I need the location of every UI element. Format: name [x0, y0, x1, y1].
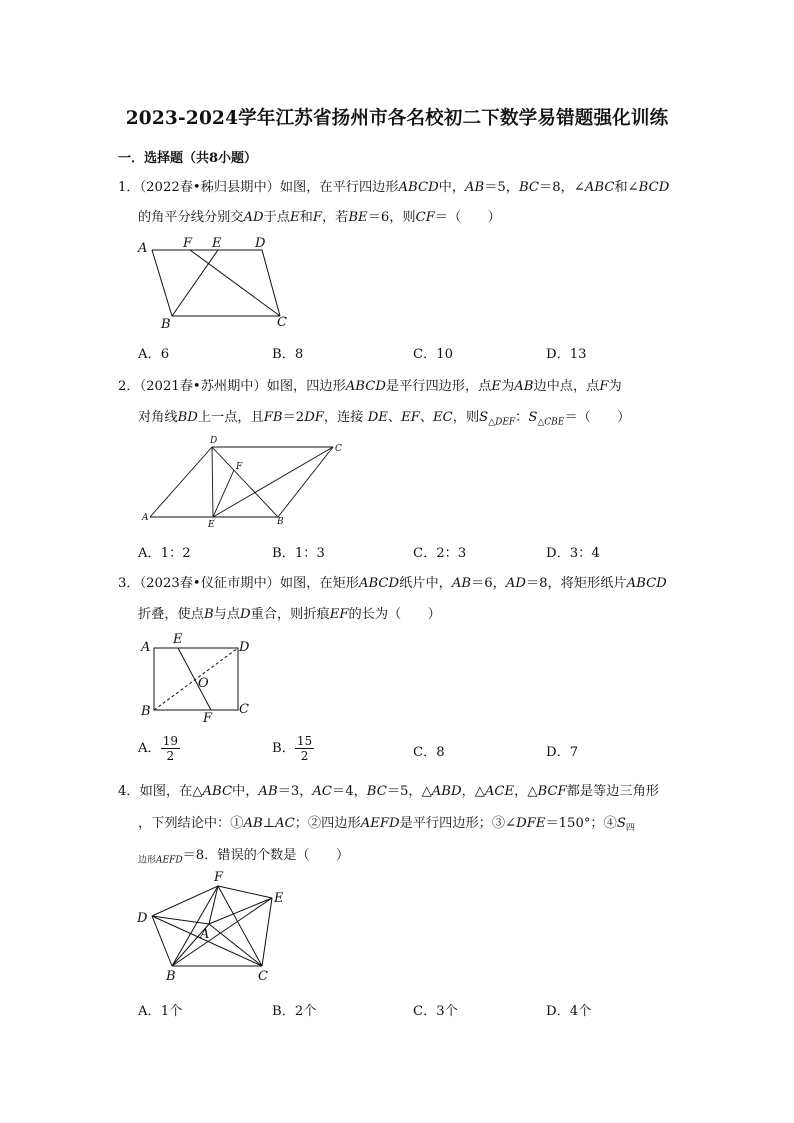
diagonal-bd [212, 447, 278, 517]
option-d[interactable]: D．7 [546, 745, 579, 760]
question-1-figure [130, 232, 300, 332]
segment-ef [213, 470, 234, 517]
label-f: F [214, 870, 224, 885]
option-a[interactable]: A．1：2 [138, 546, 191, 561]
question-source: （2023春•仪征市期中） [139, 576, 280, 591]
segment-ec [262, 898, 272, 966]
question-4-line-3: $_{边形AEFD}$＝8．错误的个数是（ ） [138, 848, 350, 866]
question-4-figure [130, 870, 300, 985]
side-ba [152, 250, 172, 316]
page-title: 2023-2024学年江苏省扬州市各名校初二下数学易错题强化训练 [125, 108, 669, 129]
segment-cf [190, 250, 280, 316]
label-o: O [198, 676, 209, 691]
label-f: F [236, 462, 243, 472]
label-c: C [239, 702, 249, 717]
label-e: E [212, 236, 222, 251]
option-b[interactable]: B．8 [272, 347, 304, 362]
question-2-line-2: 对角线BD上一点，且FB＝2DF，连接 DE、EF、EC，则$S_{\triangle DEF}$：$S_{\triangle CBE}=$（ ） [138, 410, 631, 428]
question-2-line-1: 2．（2021春•苏州期中）如图，四边形ABCD是平行四边形，点E为AB边中点，点F为 [118, 379, 622, 394]
option-c[interactable]: C．3个 [413, 1004, 458, 1019]
option-d[interactable]: D．13 [546, 347, 587, 362]
option-c[interactable]: C．2：3 [413, 546, 467, 561]
section-heading: 一．选择题（共8小题） [118, 151, 258, 166]
question-3-figure [136, 630, 266, 726]
option-a[interactable]: A．1个 [138, 1004, 183, 1019]
fraction: $\frac{19}{2}$ [162, 734, 178, 763]
label-c: C [277, 315, 287, 330]
question-number: 3． [118, 576, 140, 591]
option-d[interactable]: D．3：4 [546, 546, 600, 561]
side-dc [262, 250, 280, 316]
label-c: C [335, 444, 342, 454]
question-1-line-1: 1．（2022春•秭归县期中）如图，在平行四边形ABCD中，AB＝5，BC＝8，∠ABC和∠BCD [118, 180, 670, 195]
option-d[interactable]: D．4个 [546, 1004, 592, 1019]
side-bc [278, 447, 333, 517]
question-number: 4． [118, 784, 140, 799]
side-da [150, 447, 212, 517]
label-a: A [142, 513, 149, 523]
label-b: B [161, 317, 171, 332]
segment-be [172, 250, 218, 316]
question-number: 2． [118, 379, 140, 394]
label-e: E [208, 520, 215, 530]
question-source: （2022春•秭归县期中） [139, 180, 280, 195]
label-a: A [141, 640, 151, 655]
question-3-line-2: 折叠，使点B与点D重合，则折痕EF的长为（ ） [138, 607, 441, 622]
question-2-figure [138, 432, 358, 532]
label-b: B [141, 704, 151, 719]
label-b: B [166, 969, 176, 984]
fraction: $\frac{15}{2}$ [296, 734, 313, 763]
option-a[interactable]: A．6 [138, 347, 170, 362]
label-f: F [183, 236, 193, 251]
question-4-line-1: 4．如图，在△ABC中，AB＝3，AC＝4，BC＝5，△ABD，△ACE，△BCF都是等边三角形 [118, 784, 659, 799]
label-d: D [255, 236, 266, 251]
label-d: D [239, 640, 250, 655]
label-f: F [203, 711, 213, 726]
label-a: A [200, 927, 210, 942]
segment-fe [218, 886, 272, 898]
question-3-line-1: 3．（2023春•仪征市期中）如图，在矩形ABCD纸片中，AB＝6，AD＝8，将矩形纸片ABCD [118, 576, 667, 591]
question-4-line-2: ，下列结论中：①AB⊥AC；②四边形AEFD是平行四边形；③∠DFE＝150°；$④S_四$ [138, 816, 635, 834]
option-c[interactable]: C．8 [413, 745, 445, 760]
segment-ec [213, 447, 333, 517]
label-b: B [277, 517, 284, 527]
label-d: D [210, 436, 218, 446]
option-b[interactable]: B．2个 [272, 1004, 317, 1019]
label-e: E [274, 891, 284, 906]
label-a: A [138, 241, 148, 256]
option-a[interactable]: A． $\frac{19}{2}$ [138, 734, 178, 763]
segment-df [152, 886, 218, 916]
segment-ea [209, 898, 272, 924]
option-b[interactable]: B． $\frac{15}{2}$ [272, 734, 313, 763]
label-c: C [258, 969, 268, 984]
label-e: E [173, 632, 183, 647]
question-number: 1． [118, 180, 140, 195]
option-b[interactable]: B．1：3 [272, 546, 325, 561]
segment-de [212, 447, 213, 517]
label-d: D [137, 911, 148, 926]
segment-fa [209, 886, 218, 924]
question-source: （2021春•苏州期中） [139, 379, 267, 394]
segment-fc [218, 886, 262, 966]
question-1-line-2: 的角平分线分别交AD于点E和F，若BE＝6，则CF＝（ ） [138, 210, 501, 225]
option-c[interactable]: C．10 [413, 347, 454, 362]
diagonal-bd [154, 648, 238, 710]
